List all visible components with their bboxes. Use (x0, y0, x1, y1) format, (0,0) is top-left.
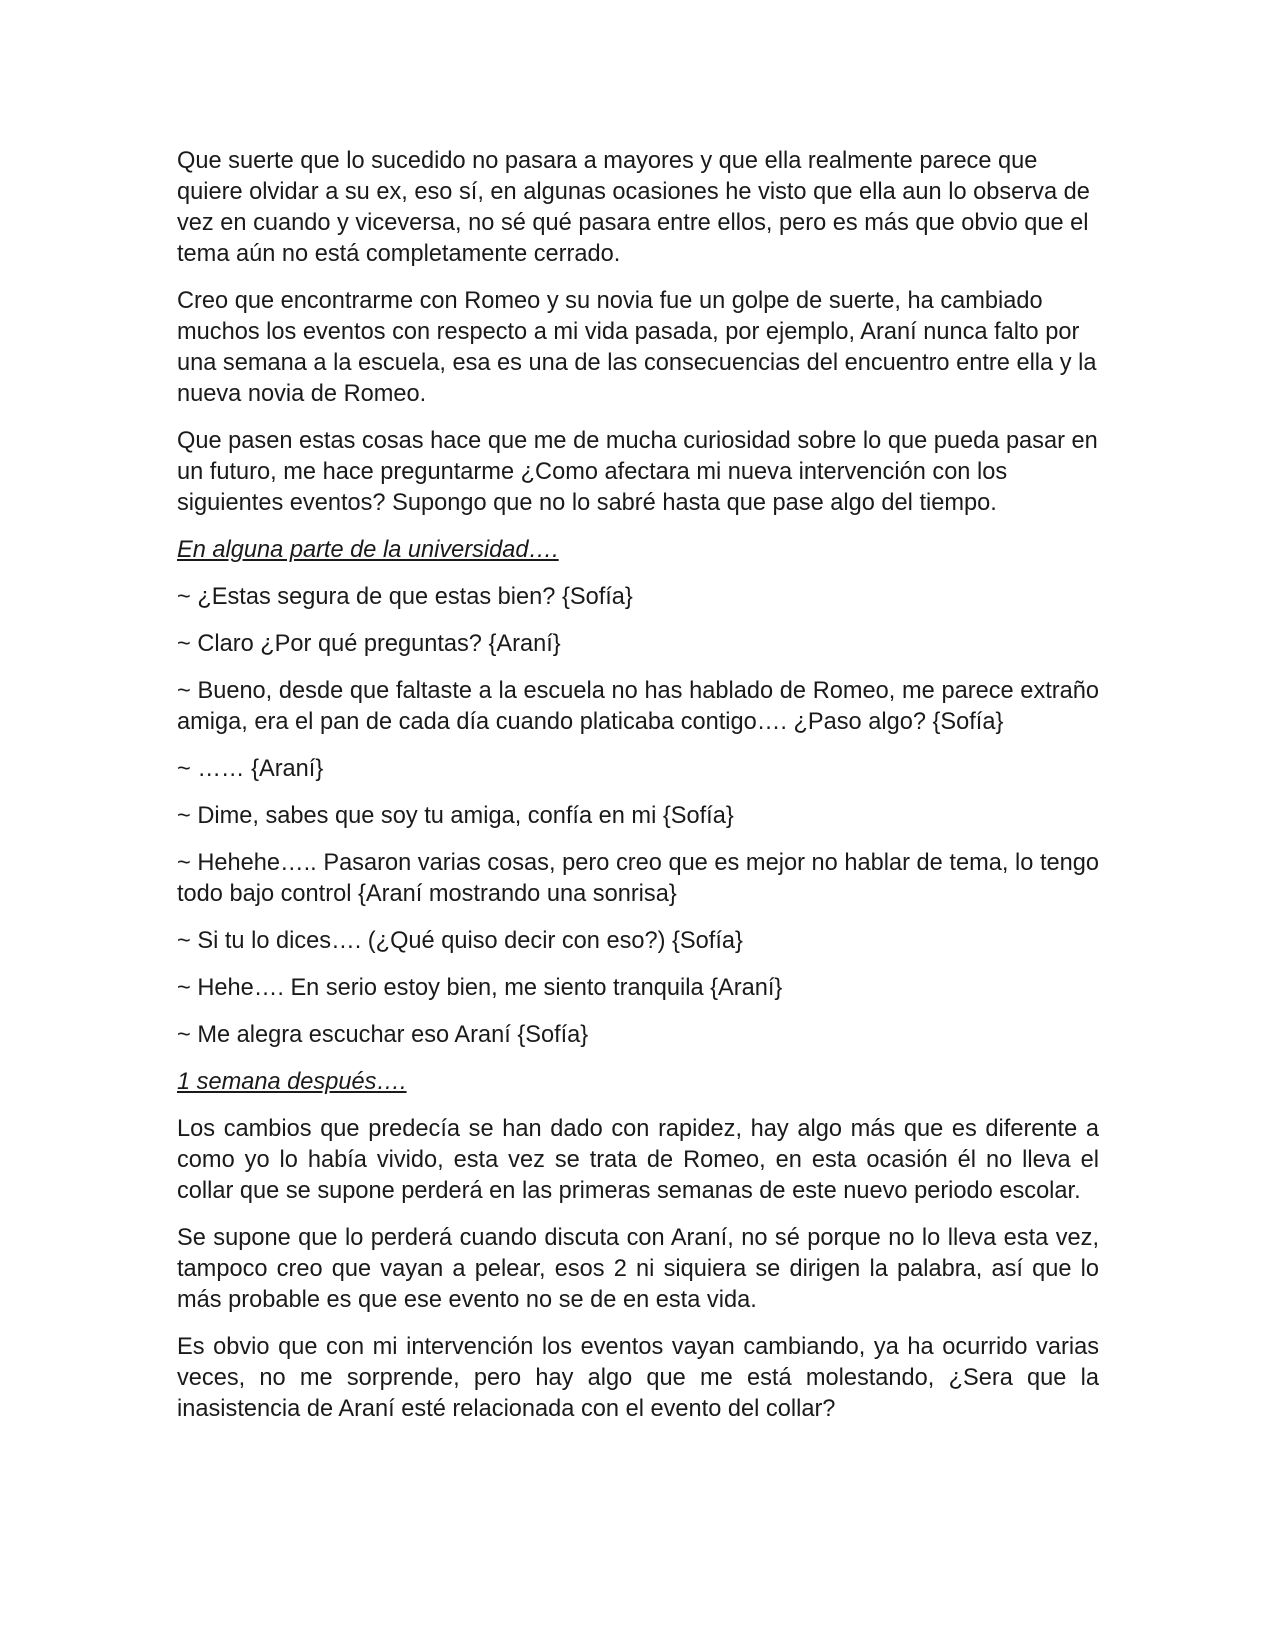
paragraph-necklace: Se supone que lo perderá cuando discuta con Araní, no sé porque no lo lleva esta vez, tampoco creo que vayan a pelear, esos 2 ni siquiera se dirigen la palabra, así que lo más probable es que ese evento no se de en esta vida. (177, 1225, 1099, 1313)
scene-heading-university: En alguna parte de la universidad…. (177, 537, 559, 563)
document-page (177, 146, 1099, 1441)
dialogue-line: ~ Bueno, desde que faltaste a la escuela no has hablado de Romeo, me parece extraño amiga, era el pan de cada día cuando platicaba contigo…. ¿Paso algo? {Sofía} (177, 678, 1099, 735)
dialogue-line: ~ Claro ¿Por qué preguntas? {Araní} (177, 631, 561, 657)
dialogue-line: ~ Dime, sabes que soy tu amiga, confía en mi {Sofía} (177, 803, 734, 829)
paragraph-changes: Los cambios que predecía se han dado con rapidez, hay algo más que es diferente a como yo lo había vivido, esta vez se trata de Romeo, en esta ocasión él no lleva el collar que se supone perderá en las primeras semanas de este nuevo periodo escolar. (177, 1116, 1099, 1204)
dialogue-line: ~ Hehe…. En serio estoy bien, me siento tranquila {Araní} (177, 975, 783, 1001)
dialogue-line: ~ …… {Araní} (177, 756, 324, 782)
dialogue-line: ~ Hehehe….. Pasaron varias cosas, pero creo que es mejor no hablar de tema, lo tengo todo bajo control {Araní mostrando una sonrisa} (177, 850, 1099, 907)
dialogue-line: ~ Si tu lo dices…. (¿Qué quiso decir con eso?) {Sofía} (177, 928, 743, 954)
paragraph-luck-romeo: Creo que encontrarme con Romeo y su novia fue un golpe de suerte, ha cambiado muchos los eventos con respecto a mi vida pasada, por ejemplo, Araní nunca falto por una semana a la escuela, esa es una de las consecuencias del encuentro entre ella y la nueva novia de Romeo. (177, 288, 1097, 407)
paragraph-curiosity: Que pasen estas cosas hace que me de mucha curiosidad sobre lo que pueda pasar en un futuro, me hace preguntarme ¿Como afectara mi nueva intervención con los siguientes eventos? Supongo que no lo sabré hasta que pase algo del tiempo. (177, 428, 1098, 516)
dialogue-line: ~ ¿Estas segura de que estas bien? {Sofía} (177, 584, 633, 610)
paragraph-intervention: Es obvio que con mi intervención los eventos vayan cambiando, ya ha ocurrido varias veces, no me sorprende, pero hay algo que me está molestando, ¿Sera que la inasistencia de Araní esté relacionada con el evento del collar? (177, 1334, 1099, 1422)
dialogue-line: ~ Me alegra escuchar eso Araní {Sofía} (177, 1022, 589, 1048)
paragraph-ex-reflection: Que suerte que lo sucedido no pasara a mayores y que ella realmente parece que quiere olvidar a su ex, eso sí, en algunas ocasiones he visto que ella aun lo observa de vez en cuando y viceversa, no sé qué pasara entre ellos, pero es más que obvio que el tema aún no está completamente cerrado. (177, 148, 1090, 267)
scene-heading-one-week-later: 1 semana después…. (177, 1069, 407, 1095)
